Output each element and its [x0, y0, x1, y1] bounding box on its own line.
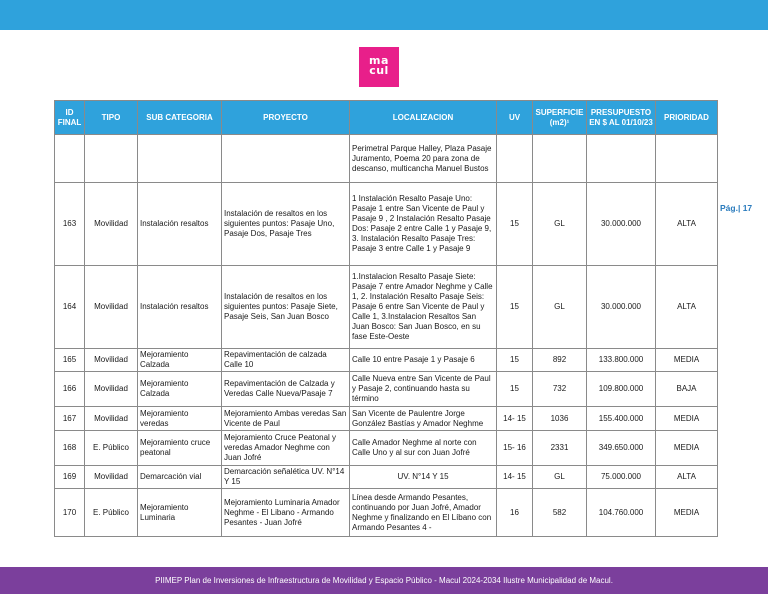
macul-logo [359, 47, 399, 87]
cell-id [55, 135, 85, 183]
cell-tipo: E. Público [85, 431, 138, 466]
table-row [55, 466, 718, 489]
cell-uv: 16 [497, 489, 533, 537]
logo-line-2: cul [369, 64, 389, 77]
cell-proyecto: Demarcación señalética UV. N°14 Y 15 [222, 466, 350, 489]
header-proyecto: PROYECTO [222, 101, 350, 135]
cell-prioridad [656, 135, 718, 183]
cell-localizacion: Calle Nueva entre San Vicente de Paul y Pasaje 2, continuando hasta su término [350, 372, 497, 407]
cell-id: 166 [55, 372, 85, 407]
header-presupuesto: PRESUPUESTO EN $ AL 01/10/23 [587, 101, 656, 135]
cell-presupuesto: 109.800.000 [587, 372, 656, 407]
cell-proyecto: Mejoramiento Luminaria Amador Neghme - El Libano - Armando Pesantes - Juan Jofré [222, 489, 350, 537]
cell-prioridad: ALTA [656, 466, 718, 489]
cell-subcategoria: Instalación resaltos [138, 183, 222, 266]
cell-prioridad: MEDIA [656, 407, 718, 431]
cell-localizacion: Línea desde Armando Pesantes, continuando por Juan Jofré, Amador Neghme y finalizando en El Líbano con Armando Pesantes 4 - [350, 489, 497, 537]
header-subcategoria: SUB CATEGORIA [138, 101, 222, 135]
cell-tipo: Movilidad [85, 407, 138, 431]
cell-id: 167 [55, 407, 85, 431]
cell-prioridad: MEDIA [656, 489, 718, 537]
cell-tipo: Movilidad [85, 466, 138, 489]
cell-presupuesto: 349.650.000 [587, 431, 656, 466]
cell-uv [497, 135, 533, 183]
cell-proyecto [222, 135, 350, 183]
cell-subcategoria: Mejoramiento Calzada [138, 349, 222, 372]
cell-superficie: 582 [533, 489, 587, 537]
cell-localizacion: UV. N°14 Y 15 [350, 466, 497, 489]
cell-presupuesto: 155.400.000 [587, 407, 656, 431]
page-footer: PIIMEP Plan de Inversiones de Infraestructura de Movilidad y Espacio Público - Macul 2024-2034 Ilustre Municipalidad de Macul. [0, 567, 768, 594]
cell-presupuesto: 104.760.000 [587, 489, 656, 537]
cell-prioridad: MEDIA [656, 431, 718, 466]
cell-superficie: GL [533, 466, 587, 489]
cell-superficie: GL [533, 183, 587, 266]
cell-id: 168 [55, 431, 85, 466]
table-row [55, 372, 718, 407]
header-localizacion: LOCALIZACION [350, 101, 497, 135]
cell-uv: 15- 16 [497, 431, 533, 466]
cell-id: 164 [55, 266, 85, 349]
cell-prioridad: ALTA [656, 266, 718, 349]
cell-subcategoria [138, 135, 222, 183]
cell-presupuesto [587, 135, 656, 183]
cell-superficie: 892 [533, 349, 587, 372]
cell-id: 170 [55, 489, 85, 537]
cell-id: 165 [55, 349, 85, 372]
table-row [55, 489, 718, 537]
cell-localizacion: 1 Instalación Resalto Pasaje Uno: Pasaje 1 entre San Vicente de Paul y Pasaje 9 , 2 Instalación Resalto Pasaje Dos: Pasaje 2 entre Calle 1 y Pasaje 9, 3. Instalación Resalto Pasaje Tres: Pasaje 3 entre Calle 1 y Pasaje 9 [350, 183, 497, 266]
investment-table [54, 100, 718, 537]
cell-uv: 14- 15 [497, 407, 533, 431]
cell-superficie [533, 135, 587, 183]
cell-tipo: Movilidad [85, 372, 138, 407]
table-row [55, 349, 718, 372]
cell-tipo: Movilidad [85, 183, 138, 266]
cell-proyecto: Repavimentación de Calzada y Veredas Calle Nueva/Pasaje 7 [222, 372, 350, 407]
cell-proyecto: Mejoramiento Cruce Peatonal y veredas Amador Neghme con Juan Jofré [222, 431, 350, 466]
cell-prioridad: MEDIA [656, 349, 718, 372]
page-number: Pág.| 17 [720, 203, 753, 213]
cell-localizacion: Calle 10 entre Pasaje 1 y Pasaje 6 [350, 349, 497, 372]
cell-presupuesto: 30.000.000 [587, 266, 656, 349]
cell-prioridad: ALTA [656, 183, 718, 266]
cell-superficie: 2331 [533, 431, 587, 466]
cell-presupuesto: 133.800.000 [587, 349, 656, 372]
table-row [55, 431, 718, 466]
table-header-row [55, 101, 718, 135]
table-row [55, 135, 718, 183]
cell-subcategoria: Demarcación vial [138, 466, 222, 489]
cell-presupuesto: 75.000.000 [587, 466, 656, 489]
cell-tipo: Movilidad [85, 349, 138, 372]
cell-proyecto: Instalación de resaltos en los siguientes puntos: Pasaje Uno, Pasaje Dos, Pasaje Tres [222, 183, 350, 266]
header-uv: UV [497, 101, 533, 135]
cell-superficie: 732 [533, 372, 587, 407]
top-band [0, 0, 768, 30]
cell-prioridad: BAJA [656, 372, 718, 407]
cell-localizacion: San Vicente de Paulentre Jorge González Bastías y Amador Neghme [350, 407, 497, 431]
cell-subcategoria: Mejoramiento cruce peatonal [138, 431, 222, 466]
header-superficie: SUPERFICIE (m2)¹ [533, 101, 587, 135]
cell-superficie: GL [533, 266, 587, 349]
cell-subcategoria: Instalación resaltos [138, 266, 222, 349]
cell-proyecto: Mejoramiento Ambas veredas San Vicente de Paul [222, 407, 350, 431]
cell-localizacion: Calle Amador Neghme al norte con Calle Uno y al sur con Juan Jofré [350, 431, 497, 466]
header-id: ID FINAL [55, 101, 85, 135]
table-row [55, 407, 718, 431]
cell-uv: 15 [497, 372, 533, 407]
header-prioridad: PRIORIDAD [656, 101, 718, 135]
cell-subcategoria: Mejoramiento Calzada [138, 372, 222, 407]
cell-presupuesto: 30.000.000 [587, 183, 656, 266]
cell-uv: 15 [497, 266, 533, 349]
table-row [55, 183, 718, 266]
cell-uv: 14- 15 [497, 466, 533, 489]
header-tipo: TIPO [85, 101, 138, 135]
cell-subcategoria: Mejoramiento Luminaria [138, 489, 222, 537]
cell-localizacion: 1.Instalacion Resalto Pasaje Siete: Pasaje 7 entre Amador Neghme y Calle 1, 2. Instalación Resalto Pasaje Seis: Pasaje 6 entre San Vicente de Paul y Calle 1, 3.Instalacion Resaltos San Juan Bosco: San Juan Bosco, en su fase Este-Oeste [350, 266, 497, 349]
cell-tipo [85, 135, 138, 183]
logo-line-1: ma [369, 54, 389, 67]
cell-id: 169 [55, 466, 85, 489]
cell-tipo: E. Público [85, 489, 138, 537]
cell-proyecto: Instalación de resaltos en los siguientes puntos: Pasaje Siete, Pasaje Seis, San Juan Bosco [222, 266, 350, 349]
table-row [55, 266, 718, 349]
cell-uv: 15 [497, 349, 533, 372]
cell-tipo: Movilidad [85, 266, 138, 349]
cell-uv: 15 [497, 183, 533, 266]
cell-superficie: 1036 [533, 407, 587, 431]
cell-proyecto: Repavimentación de calzada Calle 10 [222, 349, 350, 372]
cell-subcategoria: Mejoramiento veredas [138, 407, 222, 431]
cell-id: 163 [55, 183, 85, 266]
cell-localizacion: Perimetral Parque Halley, Plaza Pasaje Juramento, Poema 20 para zona de descanso, multicancha Manuel Bustos [350, 135, 497, 183]
